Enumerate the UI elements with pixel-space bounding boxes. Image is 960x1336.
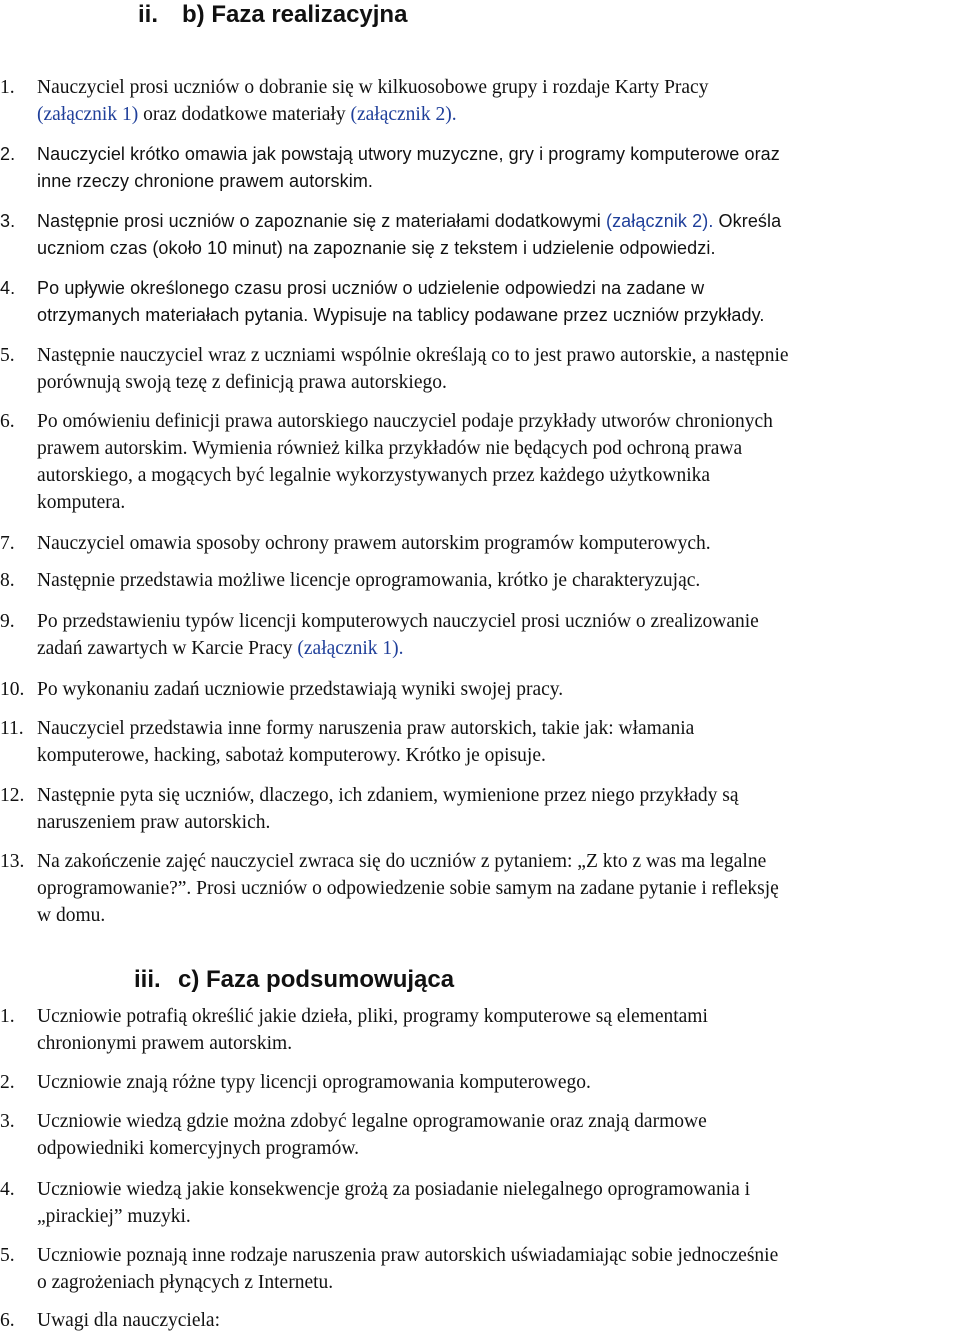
- item-number: 1.: [0, 1006, 15, 1027]
- section-b-heading: [138, 1, 407, 29]
- item-number: 1.: [0, 77, 15, 98]
- item-number: 2.: [0, 144, 16, 164]
- item-number: 9.: [0, 611, 15, 632]
- list-item: [0, 1242, 960, 1296]
- list-item: [0, 530, 960, 557]
- item-text: Następnie przedstawia możliwe licencje oprogramowania, krótko je charakteryzując.: [37, 570, 701, 591]
- item-text: Po wykonaniu zadań uczniowie przedstawiają wyniki swojej pracy.: [37, 679, 564, 700]
- list-item: [0, 1176, 960, 1230]
- item-number: 6.: [0, 411, 15, 432]
- item-text: Nauczyciel krótko omawia jak powstają utwory muzyczne, gry i programy komputerowe oraz inne rzeczy chronione prawem autorskim.: [37, 144, 780, 191]
- list-item: [0, 782, 960, 836]
- attachment-1-link[interactable]: (załącznik 1): [37, 104, 139, 125]
- item-text: [37, 608, 960, 662]
- item-number: 5.: [0, 1245, 15, 1266]
- item-text: Nauczyciel omawia sposoby ochrony prawem autorskim programów komputerowych.: [37, 533, 711, 554]
- attachment-1-link[interactable]: (załącznik 1).: [297, 638, 404, 659]
- item-line: Nauczyciel prosi uczniów o dobranie się w kilkuosobowe grupy i rozdaje Karty Pracy: [37, 77, 709, 98]
- list-item: [0, 1108, 960, 1162]
- item-text: Następnie nauczyciel wraz z uczniami wspólnie określają co to jest prawo autorskie, a następnie porównują swoją tezę z definicją prawa autorskiego.: [37, 345, 789, 393]
- item-number: 13.: [0, 851, 25, 872]
- item-number: 3.: [0, 211, 16, 231]
- item-number: 12.: [0, 785, 25, 806]
- list-item: [0, 275, 960, 329]
- attachment-2-link[interactable]: (załącznik 2).: [350, 104, 457, 125]
- item-text: Na zakończenie zajęć nauczyciel zwraca się do uczniów z pytaniem: „Z kto z was ma legalne oprogramowanie?”. Prosi uczniów o odpowiedzenie sobie samym na zadane pytanie i refleksję w domu.: [37, 851, 779, 926]
- section-c-title: c) Faza podsumowująca: [178, 966, 455, 993]
- list-item: [0, 74, 960, 128]
- item-number: 3.: [0, 1111, 15, 1132]
- item-text: Uwagi dla nauczyciela:: [37, 1310, 220, 1331]
- item-number: 2.: [0, 1072, 15, 1093]
- attachment-2-link[interactable]: (załącznik 2).: [605, 211, 714, 231]
- section-c-heading: [134, 966, 454, 994]
- item-number: 5.: [0, 345, 15, 366]
- list-item: [0, 567, 960, 594]
- item-text: [37, 208, 960, 262]
- item-text: Po omówieniu definicji prawa autorskiego nauczyciel podaje przykłady utworów chronionych prawem autorskim. Wymienia również kilka przykładów nie będących pod ochroną prawa autorskiego, a mogących być legalnie wykorzystywanych przez każdego użytkownika komputera.: [37, 411, 773, 513]
- list-item: [0, 342, 960, 396]
- item-number: 7.: [0, 533, 15, 554]
- list-item: [0, 715, 960, 769]
- section-b-number: ii.: [138, 1, 159, 28]
- list-item: [0, 1003, 960, 1057]
- item-text-part: Następnie prosi uczniów o zapoznanie się z materiałami dodatkowymi: [37, 211, 606, 231]
- list-item: [0, 608, 960, 662]
- item-text-part: oraz dodatkowe materiały: [138, 104, 351, 125]
- list-item: [0, 141, 960, 195]
- list-item: [0, 676, 960, 703]
- item-text: Uczniowie potrafią określić jakie dzieła, pliki, programy komputerowe są elementami chronionymi prawem autorskim.: [37, 1006, 708, 1054]
- item-text: Uczniowie wiedzą gdzie można zdobyć legalne oprogramowanie oraz znają darmowe odpowiedniki komercyjnych programów.: [37, 1111, 707, 1159]
- item-text-part: Określa uczniom czas (około 10 minut) na zapoznanie się z tekstem i udzielenie odpowiedzi.: [37, 211, 782, 258]
- item-number: 4.: [0, 1179, 15, 1200]
- list-item: [0, 408, 960, 516]
- list-item: [0, 208, 960, 262]
- item-number: 11.: [0, 718, 24, 739]
- list-item: [0, 848, 960, 929]
- item-number: 10.: [0, 679, 25, 700]
- item-number: 8.: [0, 570, 15, 591]
- item-text-part: Po przedstawieniu typów licencji komputerowych nauczyciel prosi uczniów o zrealizowanie zadań zawartych w Karcie Pracy: [37, 611, 759, 659]
- list-item: [0, 1307, 960, 1334]
- item-text: Uczniowie wiedzą jakie konsekwencje grożą za posiadanie nielegalnego oprogramowania i „pirackiej” muzyki.: [37, 1179, 751, 1227]
- item-number: 4.: [0, 278, 16, 298]
- item-text: [37, 74, 960, 128]
- item-text: Nauczyciel przedstawia inne formy naruszenia praw autorskich, takie jak: włamania komputerowe, hacking, sabotaż komputerowy. Krótko je opisuje.: [37, 718, 695, 766]
- item-text: Po upływie określonego czasu prosi uczniów o udzielenie odpowiedzi na zadane w otrzymanych materiałach pytania. Wypisuje na tablicy podawane przez uczniów przykłady.: [37, 278, 765, 325]
- list-item: [0, 1069, 960, 1096]
- section-b-title: b) Faza realizacyjna: [182, 1, 408, 28]
- item-text: Uczniowie znają różne typy licencji oprogramowania komputerowego.: [37, 1072, 591, 1093]
- item-text: Następnie pyta się uczniów, dlaczego, ich zdaniem, wymienione przez niego przykłady są naruszeniem praw autorskich.: [37, 785, 739, 833]
- item-text: Uczniowie poznają inne rodzaje naruszenia praw autorskich uświadamiając sobie jednocześnie o zagrożeniach płynących z Internetu.: [37, 1245, 779, 1293]
- section-c-number: iii.: [134, 966, 161, 993]
- item-number: 6.: [0, 1310, 15, 1331]
